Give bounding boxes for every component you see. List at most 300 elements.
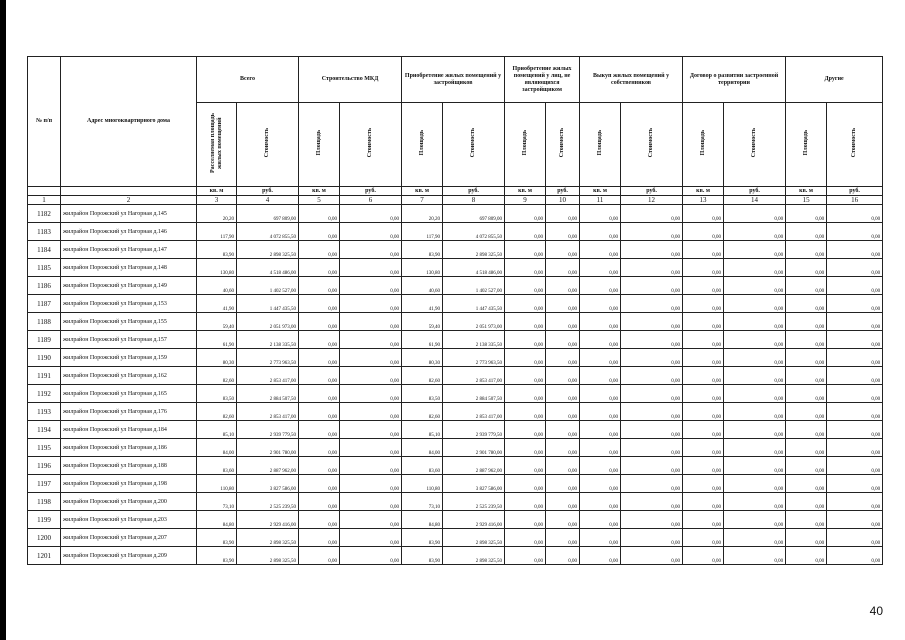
row-total-area: 83,90 (197, 547, 237, 565)
row-non-developer-cost: 0,00 (546, 367, 580, 385)
row-total-cost: 2 773 963,50 (237, 349, 299, 367)
row-buyout-cost: 0,00 (621, 367, 683, 385)
row-non-developer-area: 0,00 (505, 403, 546, 421)
row-developer-cost: 4 072 855,50 (443, 223, 505, 241)
row-non-developer-area: 0,00 (505, 511, 546, 529)
row-address: жилрайон Порожский ул Нагорная д.146 (61, 223, 197, 241)
unit-area: кв. м (683, 187, 724, 196)
row-address: жилрайон Порожский ул Нагорная д.148 (61, 259, 197, 277)
column-number: 1 (28, 196, 61, 205)
table-row (28, 385, 883, 403)
header-cost-label: Стоимость (470, 128, 477, 158)
row-number: 1198 (28, 493, 61, 511)
row-buyout-cost: 0,00 (621, 241, 683, 259)
row-total-area: 130,80 (197, 259, 237, 277)
row-non-developer-area: 0,00 (505, 349, 546, 367)
row-total-cost: 2 939 779,50 (237, 421, 299, 439)
row-total-cost: 4 072 855,50 (237, 223, 299, 241)
row-developer-area: 73,10 (402, 493, 443, 511)
row-contract-area: 0,00 (683, 385, 724, 403)
row-developer-cost: 2 898 325,50 (443, 241, 505, 259)
row-developer-area: 41,90 (402, 295, 443, 313)
row-other-area: 0,00 (786, 241, 827, 259)
row-buyout-cost: 0,00 (621, 331, 683, 349)
row-total-cost: 4 518 486,00 (237, 259, 299, 277)
row-total-area: 20,20 (197, 205, 237, 223)
row-contract-cost: 0,00 (724, 367, 786, 385)
unit-area: кв. м (786, 187, 827, 196)
row-contract-cost: 0,00 (724, 529, 786, 547)
row-contract-cost: 0,00 (724, 511, 786, 529)
row-developer-cost: 2 939 779,50 (443, 421, 505, 439)
unit-cost: руб. (340, 187, 402, 196)
row-other-cost: 0,00 (827, 277, 883, 295)
row-other-cost: 0,00 (827, 349, 883, 367)
row-number: 1195 (28, 439, 61, 457)
row-total-cost: 2 901 780,00 (237, 439, 299, 457)
row-address: жилрайон Порожский ул Нагорная д.145 (61, 205, 197, 223)
column-number: 16 (827, 196, 883, 205)
row-contract-area: 0,00 (683, 493, 724, 511)
row-developer-area: 85,10 (402, 421, 443, 439)
row-developer-area: 80,30 (402, 349, 443, 367)
row-other-area: 0,00 (786, 223, 827, 241)
header-cost-label: Стоимость (264, 128, 270, 158)
row-non-developer-cost: 0,00 (546, 349, 580, 367)
document-sheet (27, 56, 882, 565)
row-developer-area: 84,80 (402, 511, 443, 529)
row-construction-cost: 0,00 (340, 385, 402, 403)
row-non-developer-cost: 0,00 (546, 493, 580, 511)
row-other-area: 0,00 (786, 403, 827, 421)
row-buyout-area: 0,00 (580, 205, 621, 223)
row-non-developer-cost: 0,00 (546, 529, 580, 547)
row-buyout-area: 0,00 (580, 475, 621, 493)
column-number-row (28, 196, 883, 205)
row-buyout-cost: 0,00 (621, 403, 683, 421)
header-cost (237, 103, 299, 187)
row-non-developer-area: 0,00 (505, 457, 546, 475)
row-developer-cost: 2 929 416,00 (443, 511, 505, 529)
table-row (28, 223, 883, 241)
row-construction-area: 0,00 (299, 259, 340, 277)
row-total-area: 61,90 (197, 331, 237, 349)
header-area (786, 103, 827, 187)
row-construction-area: 0,00 (299, 331, 340, 349)
row-contract-area: 0,00 (683, 277, 724, 295)
row-developer-cost: 2 887 962,00 (443, 457, 505, 475)
row-address: жилрайон Порожский ул Нагорная д.184 (61, 421, 197, 439)
row-total-cost: 2 853 417,00 (237, 367, 299, 385)
row-total-cost: 2 887 962,00 (237, 457, 299, 475)
row-other-cost: 0,00 (827, 403, 883, 421)
row-construction-area: 0,00 (299, 241, 340, 259)
row-contract-area: 0,00 (683, 205, 724, 223)
row-developer-area: 82,60 (402, 367, 443, 385)
row-number: 1190 (28, 349, 61, 367)
row-other-area: 0,00 (786, 295, 827, 313)
row-number: 1192 (28, 385, 61, 403)
row-buyout-area: 0,00 (580, 547, 621, 565)
row-address: жилрайон Порожский ул Нагорная д.162 (61, 367, 197, 385)
table-row (28, 259, 883, 277)
row-contract-area: 0,00 (683, 313, 724, 331)
table-row (28, 205, 883, 223)
unit-cost: руб. (443, 187, 505, 196)
row-non-developer-cost: 0,00 (546, 457, 580, 475)
row-non-developer-area: 0,00 (505, 313, 546, 331)
row-total-area: 85,10 (197, 421, 237, 439)
column-number: 13 (683, 196, 724, 205)
header-area-label: Площадь (699, 130, 706, 156)
row-non-developer-area: 0,00 (505, 493, 546, 511)
row-contract-cost: 0,00 (724, 403, 786, 421)
row-non-developer-cost: 0,00 (546, 421, 580, 439)
row-number: 1194 (28, 421, 61, 439)
row-address: жилрайон Порожский ул Нагорная д.153 (61, 295, 197, 313)
row-total-area: 83,60 (197, 457, 237, 475)
row-construction-cost: 0,00 (340, 511, 402, 529)
header-cost (621, 103, 683, 187)
row-other-area: 0,00 (786, 457, 827, 475)
row-contract-area: 0,00 (683, 295, 724, 313)
header-area (402, 103, 443, 187)
table-row (28, 349, 883, 367)
row-construction-cost: 0,00 (340, 475, 402, 493)
unit-area: кв. м (505, 187, 546, 196)
row-construction-area: 0,00 (299, 475, 340, 493)
header-cost-label: Стоимость (751, 128, 758, 158)
row-contract-cost: 0,00 (724, 547, 786, 565)
unit-area: кв. м (299, 187, 340, 196)
row-total-area: 83,90 (197, 241, 237, 259)
row-total-area: 117,90 (197, 223, 237, 241)
row-buyout-cost: 0,00 (621, 511, 683, 529)
row-non-developer-area: 0,00 (505, 241, 546, 259)
column-number: 8 (443, 196, 505, 205)
table-row (28, 547, 883, 565)
row-number: 1187 (28, 295, 61, 313)
row-total-cost: 1 402 527,00 (237, 277, 299, 295)
row-number: 1199 (28, 511, 61, 529)
row-contract-area: 0,00 (683, 475, 724, 493)
row-number: 1183 (28, 223, 61, 241)
row-buyout-cost: 0,00 (621, 529, 683, 547)
row-other-cost: 0,00 (827, 313, 883, 331)
row-contract-area: 0,00 (683, 439, 724, 457)
row-buyout-cost: 0,00 (621, 547, 683, 565)
row-other-cost: 0,00 (827, 295, 883, 313)
column-number: 14 (724, 196, 786, 205)
row-buyout-area: 0,00 (580, 259, 621, 277)
row-address: жилрайон Порожский ул Нагорная д.176 (61, 403, 197, 421)
row-total-cost: 2 898 325,50 (237, 529, 299, 547)
row-other-cost: 0,00 (827, 475, 883, 493)
header-group-buyout: Выкуп жилых помещений у собственников (580, 57, 683, 103)
row-contract-area: 0,00 (683, 241, 724, 259)
table-row (28, 529, 883, 547)
header-cost (546, 103, 580, 187)
row-developer-area: 83,90 (402, 241, 443, 259)
row-non-developer-area: 0,00 (505, 295, 546, 313)
table-row (28, 277, 883, 295)
row-buyout-cost: 0,00 (621, 259, 683, 277)
row-construction-cost: 0,00 (340, 403, 402, 421)
row-other-area: 0,00 (786, 475, 827, 493)
column-number: 9 (505, 196, 546, 205)
row-construction-area: 0,00 (299, 493, 340, 511)
row-non-developer-area: 0,00 (505, 421, 546, 439)
row-developer-cost: 1 447 435,50 (443, 295, 505, 313)
row-total-area: 82,60 (197, 367, 237, 385)
table-row (28, 367, 883, 385)
row-developer-area: 83,50 (402, 385, 443, 403)
row-number: 1182 (28, 205, 61, 223)
row-total-cost: 2 853 417,00 (237, 403, 299, 421)
row-contract-cost: 0,00 (724, 349, 786, 367)
row-non-developer-area: 0,00 (505, 529, 546, 547)
row-developer-cost: 2 138 335,50 (443, 331, 505, 349)
row-total-cost: 2 898 325,50 (237, 547, 299, 565)
row-address: жилрайон Порожский ул Нагорная д.200 (61, 493, 197, 511)
table-row (28, 313, 883, 331)
row-non-developer-area: 0,00 (505, 367, 546, 385)
row-buyout-cost: 0,00 (621, 295, 683, 313)
row-total-cost: 697 809,00 (237, 205, 299, 223)
row-buyout-area: 0,00 (580, 457, 621, 475)
row-non-developer-cost: 0,00 (546, 241, 580, 259)
row-developer-area: 130,80 (402, 259, 443, 277)
header-area (505, 103, 546, 187)
row-other-area: 0,00 (786, 349, 827, 367)
column-number: 12 (621, 196, 683, 205)
row-contract-cost: 0,00 (724, 475, 786, 493)
row-construction-area: 0,00 (299, 367, 340, 385)
unit-cost: руб. (621, 187, 683, 196)
row-non-developer-area: 0,00 (505, 277, 546, 295)
row-contract-cost: 0,00 (724, 259, 786, 277)
column-number: 5 (299, 196, 340, 205)
row-other-area: 0,00 (786, 259, 827, 277)
row-contract-area: 0,00 (683, 457, 724, 475)
row-construction-cost: 0,00 (340, 259, 402, 277)
column-number: 15 (786, 196, 827, 205)
row-construction-cost: 0,00 (340, 349, 402, 367)
row-developer-area: 59,40 (402, 313, 443, 331)
row-other-area: 0,00 (786, 493, 827, 511)
unit-cell-empty (61, 187, 197, 196)
row-total-area: 83,50 (197, 385, 237, 403)
row-contract-area: 0,00 (683, 367, 724, 385)
row-total-area: 59,40 (197, 313, 237, 331)
header-cost (340, 103, 402, 187)
row-address: жилрайон Порожский ул Нагорная д.165 (61, 385, 197, 403)
row-buyout-area: 0,00 (580, 493, 621, 511)
row-non-developer-cost: 0,00 (546, 313, 580, 331)
row-buyout-area: 0,00 (580, 421, 621, 439)
row-developer-cost: 4 518 486,00 (443, 259, 505, 277)
row-buyout-area: 0,00 (580, 529, 621, 547)
table-row (28, 403, 883, 421)
row-other-cost: 0,00 (827, 385, 883, 403)
row-contract-area: 0,00 (683, 259, 724, 277)
row-address: жилрайон Порожский ул Нагорная д.188 (61, 457, 197, 475)
row-other-area: 0,00 (786, 331, 827, 349)
row-construction-area: 0,00 (299, 385, 340, 403)
row-developer-cost: 1 402 527,00 (443, 277, 505, 295)
row-non-developer-area: 0,00 (505, 331, 546, 349)
page-number: 40 (869, 604, 883, 618)
unit-area: кв. м (402, 187, 443, 196)
row-contract-cost: 0,00 (724, 205, 786, 223)
header-group-construction: Строительство МКД (299, 57, 402, 103)
row-buyout-area: 0,00 (580, 277, 621, 295)
row-contract-area: 0,00 (683, 403, 724, 421)
row-contract-cost: 0,00 (724, 313, 786, 331)
table-row (28, 511, 883, 529)
row-non-developer-cost: 0,00 (546, 403, 580, 421)
row-other-area: 0,00 (786, 385, 827, 403)
row-developer-cost: 2 525 239,50 (443, 493, 505, 511)
row-contract-cost: 0,00 (724, 223, 786, 241)
row-developer-cost: 2 901 780,00 (443, 439, 505, 457)
row-buyout-area: 0,00 (580, 511, 621, 529)
header-resettled-area (197, 103, 237, 187)
row-construction-area: 0,00 (299, 403, 340, 421)
table-row (28, 331, 883, 349)
row-other-area: 0,00 (786, 421, 827, 439)
row-number: 1184 (28, 241, 61, 259)
header-group-development-contract: Договор о развитии застроенной территории (683, 57, 786, 103)
row-developer-cost: 697 809,00 (443, 205, 505, 223)
row-contract-cost: 0,00 (724, 277, 786, 295)
row-buyout-cost: 0,00 (621, 421, 683, 439)
row-contract-cost: 0,00 (724, 385, 786, 403)
header-address: Адрес многоквартирного дома (61, 57, 197, 187)
row-other-area: 0,00 (786, 529, 827, 547)
row-other-cost: 0,00 (827, 547, 883, 565)
row-address: жилрайон Порожский ул Нагорная д.147 (61, 241, 197, 259)
row-buyout-area: 0,00 (580, 295, 621, 313)
header-cost (724, 103, 786, 187)
row-number: 1193 (28, 403, 61, 421)
row-contract-cost: 0,00 (724, 331, 786, 349)
row-developer-cost: 2 884 507,50 (443, 385, 505, 403)
row-address: жилрайон Порожский ул Нагорная д.209 (61, 547, 197, 565)
table-row (28, 241, 883, 259)
row-other-cost: 0,00 (827, 511, 883, 529)
row-non-developer-cost: 0,00 (546, 511, 580, 529)
unit-cell-empty (28, 187, 61, 196)
row-construction-cost: 0,00 (340, 223, 402, 241)
row-construction-cost: 0,00 (340, 529, 402, 547)
header-cost-label: Стоимость (367, 128, 374, 158)
row-other-cost: 0,00 (827, 367, 883, 385)
row-non-developer-cost: 0,00 (546, 277, 580, 295)
row-buyout-cost: 0,00 (621, 205, 683, 223)
row-number: 1188 (28, 313, 61, 331)
row-non-developer-area: 0,00 (505, 385, 546, 403)
row-construction-cost: 0,00 (340, 367, 402, 385)
row-buyout-cost: 0,00 (621, 475, 683, 493)
row-construction-cost: 0,00 (340, 205, 402, 223)
row-developer-area: 117,90 (402, 223, 443, 241)
unit-cost: руб. (237, 187, 299, 196)
row-total-area: 40,60 (197, 277, 237, 295)
row-construction-area: 0,00 (299, 277, 340, 295)
row-total-area: 84,80 (197, 511, 237, 529)
row-contract-cost: 0,00 (724, 295, 786, 313)
row-construction-cost: 0,00 (340, 457, 402, 475)
row-address: жилрайон Порожский ул Нагорная д.157 (61, 331, 197, 349)
header-group-non-developers: Приобретение жилых помещений у лиц, не являющихся застройщиком (505, 57, 580, 103)
row-address: жилрайон Порожский ул Нагорная д.207 (61, 529, 197, 547)
header-area (683, 103, 724, 187)
row-buyout-area: 0,00 (580, 439, 621, 457)
row-total-cost: 2 929 416,00 (237, 511, 299, 529)
row-address: жилрайон Порожский ул Нагорная д.203 (61, 511, 197, 529)
row-buyout-area: 0,00 (580, 403, 621, 421)
row-construction-cost: 0,00 (340, 439, 402, 457)
row-contract-area: 0,00 (683, 331, 724, 349)
header-cost (827, 103, 883, 187)
row-construction-cost: 0,00 (340, 493, 402, 511)
row-construction-area: 0,00 (299, 421, 340, 439)
row-construction-cost: 0,00 (340, 547, 402, 565)
row-total-cost: 2 884 507,50 (237, 385, 299, 403)
row-total-area: 80,30 (197, 349, 237, 367)
row-developer-area: 84,00 (402, 439, 443, 457)
row-contract-area: 0,00 (683, 349, 724, 367)
row-non-developer-cost: 0,00 (546, 295, 580, 313)
row-other-cost: 0,00 (827, 439, 883, 457)
row-construction-area: 0,00 (299, 547, 340, 565)
row-contract-area: 0,00 (683, 529, 724, 547)
row-non-developer-cost: 0,00 (546, 439, 580, 457)
row-construction-area: 0,00 (299, 205, 340, 223)
unit-row (28, 187, 883, 196)
row-non-developer-area: 0,00 (505, 439, 546, 457)
row-developer-cost: 2 853 417,00 (443, 403, 505, 421)
unit-cost: руб. (724, 187, 786, 196)
table-row (28, 475, 883, 493)
row-construction-area: 0,00 (299, 457, 340, 475)
row-buyout-cost: 0,00 (621, 385, 683, 403)
row-developer-area: 83,90 (402, 529, 443, 547)
row-buyout-area: 0,00 (580, 313, 621, 331)
row-other-cost: 0,00 (827, 493, 883, 511)
row-developer-area: 40,60 (402, 277, 443, 295)
row-address: жилрайон Порожский ул Нагорная д.149 (61, 277, 197, 295)
column-number: 2 (61, 196, 197, 205)
column-number: 3 (197, 196, 237, 205)
row-contract-cost: 0,00 (724, 457, 786, 475)
row-other-cost: 0,00 (827, 205, 883, 223)
row-number: 1189 (28, 331, 61, 349)
row-construction-area: 0,00 (299, 439, 340, 457)
row-developer-area: 82,60 (402, 403, 443, 421)
row-construction-area: 0,00 (299, 223, 340, 241)
row-other-area: 0,00 (786, 367, 827, 385)
row-other-cost: 0,00 (827, 241, 883, 259)
row-developer-cost: 2 853 417,00 (443, 367, 505, 385)
unit-cost: руб. (827, 187, 883, 196)
row-other-cost: 0,00 (827, 259, 883, 277)
row-buyout-area: 0,00 (580, 241, 621, 259)
header-area-label: Площадь (802, 130, 809, 156)
row-construction-area: 0,00 (299, 349, 340, 367)
header-area (299, 103, 340, 187)
